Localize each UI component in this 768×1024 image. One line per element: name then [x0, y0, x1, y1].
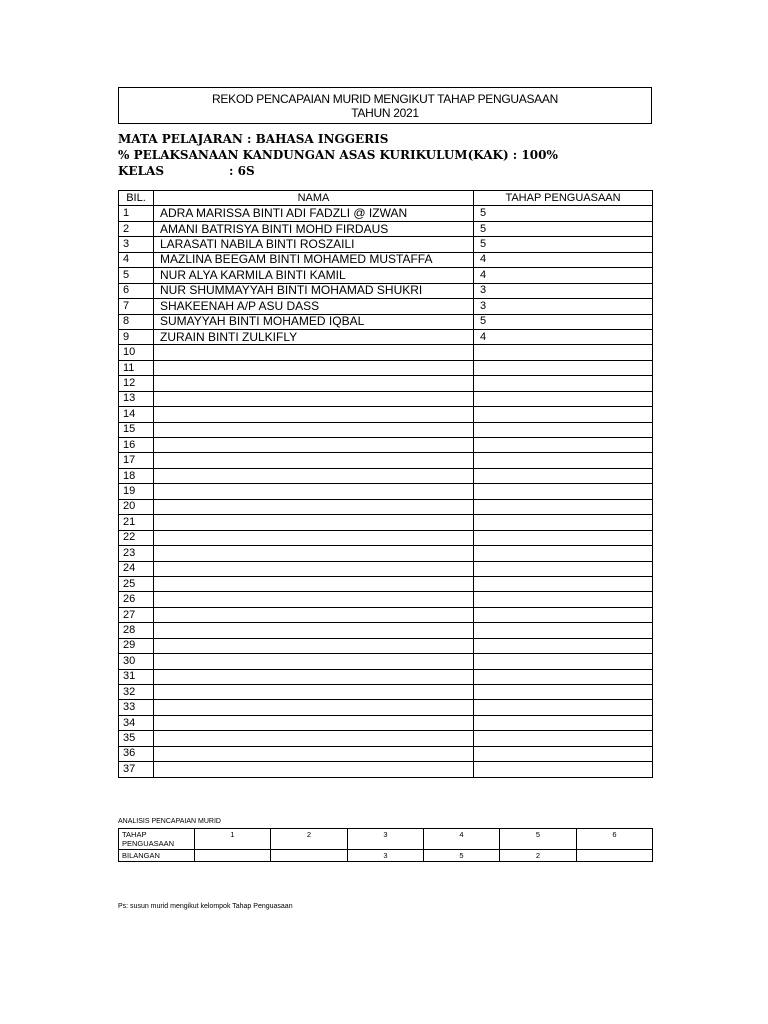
meta-info [118, 131, 558, 179]
table-row [119, 561, 653, 576]
analysis-level-cell: 3 [348, 829, 424, 850]
bil-cell: 15 [119, 422, 154, 437]
level-cell: 3 [474, 283, 653, 298]
table-row [119, 592, 653, 607]
footnote: Ps: susun murid mengikut kelompok Tahap Penguasaan [118, 903, 293, 910]
level-cell [474, 746, 653, 761]
table-row [119, 283, 653, 298]
table-row [119, 715, 653, 730]
name-cell [154, 391, 474, 406]
name-cell [154, 607, 474, 622]
table-row [119, 484, 653, 499]
level-cell [474, 345, 653, 360]
level-cell [474, 638, 653, 653]
name-cell [154, 422, 474, 437]
level-cell [474, 576, 653, 591]
table-header-row [119, 191, 653, 206]
analysis-level-label: TAHAP PENGUASAAN [119, 829, 195, 850]
bil-cell: 25 [119, 576, 154, 591]
table-row [119, 515, 653, 530]
level-cell [474, 499, 653, 514]
bil-cell: 16 [119, 438, 154, 453]
kelas-value: : 6S [229, 164, 255, 178]
table-row [119, 329, 653, 344]
analysis-level-cell: 1 [195, 829, 271, 850]
table-row [119, 422, 653, 437]
name-cell [154, 530, 474, 545]
analysis-table [118, 828, 653, 862]
table-row [119, 623, 653, 638]
name-cell [154, 407, 474, 422]
level-cell [474, 561, 653, 576]
header-nama: NAMA [154, 191, 474, 206]
table-row [119, 607, 653, 622]
name-cell [154, 499, 474, 514]
level-cell [474, 607, 653, 622]
bil-cell: 24 [119, 561, 154, 576]
bil-cell: 27 [119, 607, 154, 622]
name-cell [154, 360, 474, 375]
bil-cell: 5 [119, 268, 154, 283]
name-cell [154, 468, 474, 483]
bil-cell: 20 [119, 499, 154, 514]
analysis-count-cell [271, 850, 348, 862]
bil-cell: 37 [119, 762, 154, 777]
name-cell: NUR SHUMMAYYAH BINTI MOHAMAD SHUKRI [154, 283, 474, 298]
student-table [118, 190, 653, 778]
name-cell [154, 623, 474, 638]
table-row [119, 669, 653, 684]
bil-cell: 1 [119, 206, 154, 221]
analysis-level-cell: 5 [500, 829, 577, 850]
level-cell [474, 360, 653, 375]
name-cell: SHAKEENAH A/P ASU DASS [154, 299, 474, 314]
analysis-level-cell: 4 [424, 829, 500, 850]
document-year: TAHUN 2021 [351, 106, 419, 120]
bil-cell: 22 [119, 530, 154, 545]
table-row [119, 685, 653, 700]
table-row [119, 530, 653, 545]
level-cell: 3 [474, 299, 653, 314]
level-cell [474, 592, 653, 607]
bil-cell: 3 [119, 237, 154, 252]
name-cell: AMANI BATRISYA BINTI MOHD FIRDAUS [154, 221, 474, 236]
table-row [119, 407, 653, 422]
bil-cell: 29 [119, 638, 154, 653]
name-cell: SUMAYYAH BINTI MOHAMED IQBAL [154, 314, 474, 329]
bil-cell: 7 [119, 299, 154, 314]
bil-cell: 21 [119, 515, 154, 530]
table-row [119, 746, 653, 761]
name-cell [154, 438, 474, 453]
level-cell: 4 [474, 252, 653, 267]
kelas-line [118, 163, 558, 179]
name-cell [154, 484, 474, 499]
analysis-count-label: BILANGAN [119, 850, 195, 862]
table-row [119, 376, 653, 391]
analysis-count-cell [577, 850, 653, 862]
analysis-count-cell: 5 [424, 850, 500, 862]
name-cell [154, 576, 474, 591]
bil-cell: 2 [119, 221, 154, 236]
bil-cell: 30 [119, 654, 154, 669]
analysis-count-cell [195, 850, 271, 862]
bil-cell: 6 [119, 283, 154, 298]
name-cell [154, 762, 474, 777]
table-row [119, 700, 653, 715]
table-row [119, 345, 653, 360]
name-cell [154, 700, 474, 715]
table-row [119, 314, 653, 329]
level-cell [474, 376, 653, 391]
name-cell [154, 561, 474, 576]
name-cell: MAZLINA BEEGAM BINTI MOHAMED MUSTAFFA [154, 252, 474, 267]
level-cell: 5 [474, 206, 653, 221]
level-cell [474, 422, 653, 437]
bil-cell: 18 [119, 468, 154, 483]
level-cell [474, 453, 653, 468]
level-cell [474, 546, 653, 561]
analysis-label: ANALISIS PENCAPAIAN MURID [118, 818, 221, 825]
table-row [119, 268, 653, 283]
level-cell: 5 [474, 237, 653, 252]
name-cell [154, 345, 474, 360]
table-row [119, 546, 653, 561]
name-cell [154, 546, 474, 561]
name-cell [154, 654, 474, 669]
bil-cell: 14 [119, 407, 154, 422]
level-cell [474, 654, 653, 669]
level-cell [474, 407, 653, 422]
name-cell [154, 669, 474, 684]
table-body [119, 206, 653, 777]
level-cell [474, 685, 653, 700]
name-cell [154, 376, 474, 391]
table-row [119, 221, 653, 236]
analysis-level-cell: 6 [577, 829, 653, 850]
level-cell: 5 [474, 314, 653, 329]
name-cell: LARASATI NABILA BINTI ROSZAILI [154, 237, 474, 252]
table-row [119, 654, 653, 669]
bil-cell: 23 [119, 546, 154, 561]
document-title: REKOD PENCAPAIAN MURID MENGIKUT TAHAP PENGUASAAN [212, 92, 558, 106]
name-cell: ZURAIN BINTI ZULKIFLY [154, 329, 474, 344]
level-cell: 5 [474, 221, 653, 236]
bil-cell: 11 [119, 360, 154, 375]
level-cell [474, 762, 653, 777]
table-row [119, 499, 653, 514]
level-cell [474, 731, 653, 746]
table-row [119, 299, 653, 314]
bil-cell: 34 [119, 715, 154, 730]
bil-cell: 28 [119, 623, 154, 638]
bil-cell: 35 [119, 731, 154, 746]
kelas-label: KELAS [118, 164, 164, 178]
level-cell: 4 [474, 268, 653, 283]
bil-cell: 32 [119, 685, 154, 700]
name-cell [154, 638, 474, 653]
bil-cell: 17 [119, 453, 154, 468]
name-cell [154, 746, 474, 761]
level-cell [474, 700, 653, 715]
analysis-level-cell: 2 [271, 829, 348, 850]
name-cell [154, 592, 474, 607]
header-bil: BIL. [119, 191, 154, 206]
table-row [119, 206, 653, 221]
bil-cell: 4 [119, 252, 154, 267]
level-cell [474, 530, 653, 545]
analysis-count-cell: 3 [348, 850, 424, 862]
analysis-levels-row [119, 829, 653, 850]
name-cell [154, 515, 474, 530]
level-cell [474, 391, 653, 406]
header-tahap: TAHAP PENGUASAAN [474, 191, 653, 206]
table-row [119, 252, 653, 267]
level-cell [474, 715, 653, 730]
bil-cell: 33 [119, 700, 154, 715]
bil-cell: 9 [119, 329, 154, 344]
name-cell [154, 731, 474, 746]
level-cell: 4 [474, 329, 653, 344]
bil-cell: 10 [119, 345, 154, 360]
level-cell [474, 468, 653, 483]
name-cell [154, 685, 474, 700]
table-row [119, 731, 653, 746]
document-title-box [118, 87, 652, 124]
bil-cell: 13 [119, 391, 154, 406]
table-row [119, 237, 653, 252]
level-cell [474, 623, 653, 638]
kak-line: % PELAKSANAAN KANDUNGAN ASAS KURIKULUM(KAK) : 100% [118, 148, 558, 162]
table-row [119, 360, 653, 375]
level-cell [474, 484, 653, 499]
table-row [119, 638, 653, 653]
level-cell [474, 515, 653, 530]
table-row [119, 438, 653, 453]
bil-cell: 8 [119, 314, 154, 329]
subject-line: MATA PELAJARAN : BAHASA INGGERIS [118, 132, 389, 146]
level-cell [474, 669, 653, 684]
bil-cell: 36 [119, 746, 154, 761]
level-cell [474, 438, 653, 453]
name-cell: ADRA MARISSA BINTI ADI FADZLI @ IZWAN [154, 206, 474, 221]
bil-cell: 26 [119, 592, 154, 607]
name-cell [154, 715, 474, 730]
table-row [119, 468, 653, 483]
table-row [119, 453, 653, 468]
bil-cell: 19 [119, 484, 154, 499]
bil-cell: 31 [119, 669, 154, 684]
table-row [119, 391, 653, 406]
name-cell: NUR ALYA KARMILA BINTI KAMIL [154, 268, 474, 283]
name-cell [154, 453, 474, 468]
analysis-counts-row [119, 850, 653, 862]
analysis-count-cell: 2 [500, 850, 577, 862]
bil-cell: 12 [119, 376, 154, 391]
table-row [119, 576, 653, 591]
table-row [119, 762, 653, 777]
